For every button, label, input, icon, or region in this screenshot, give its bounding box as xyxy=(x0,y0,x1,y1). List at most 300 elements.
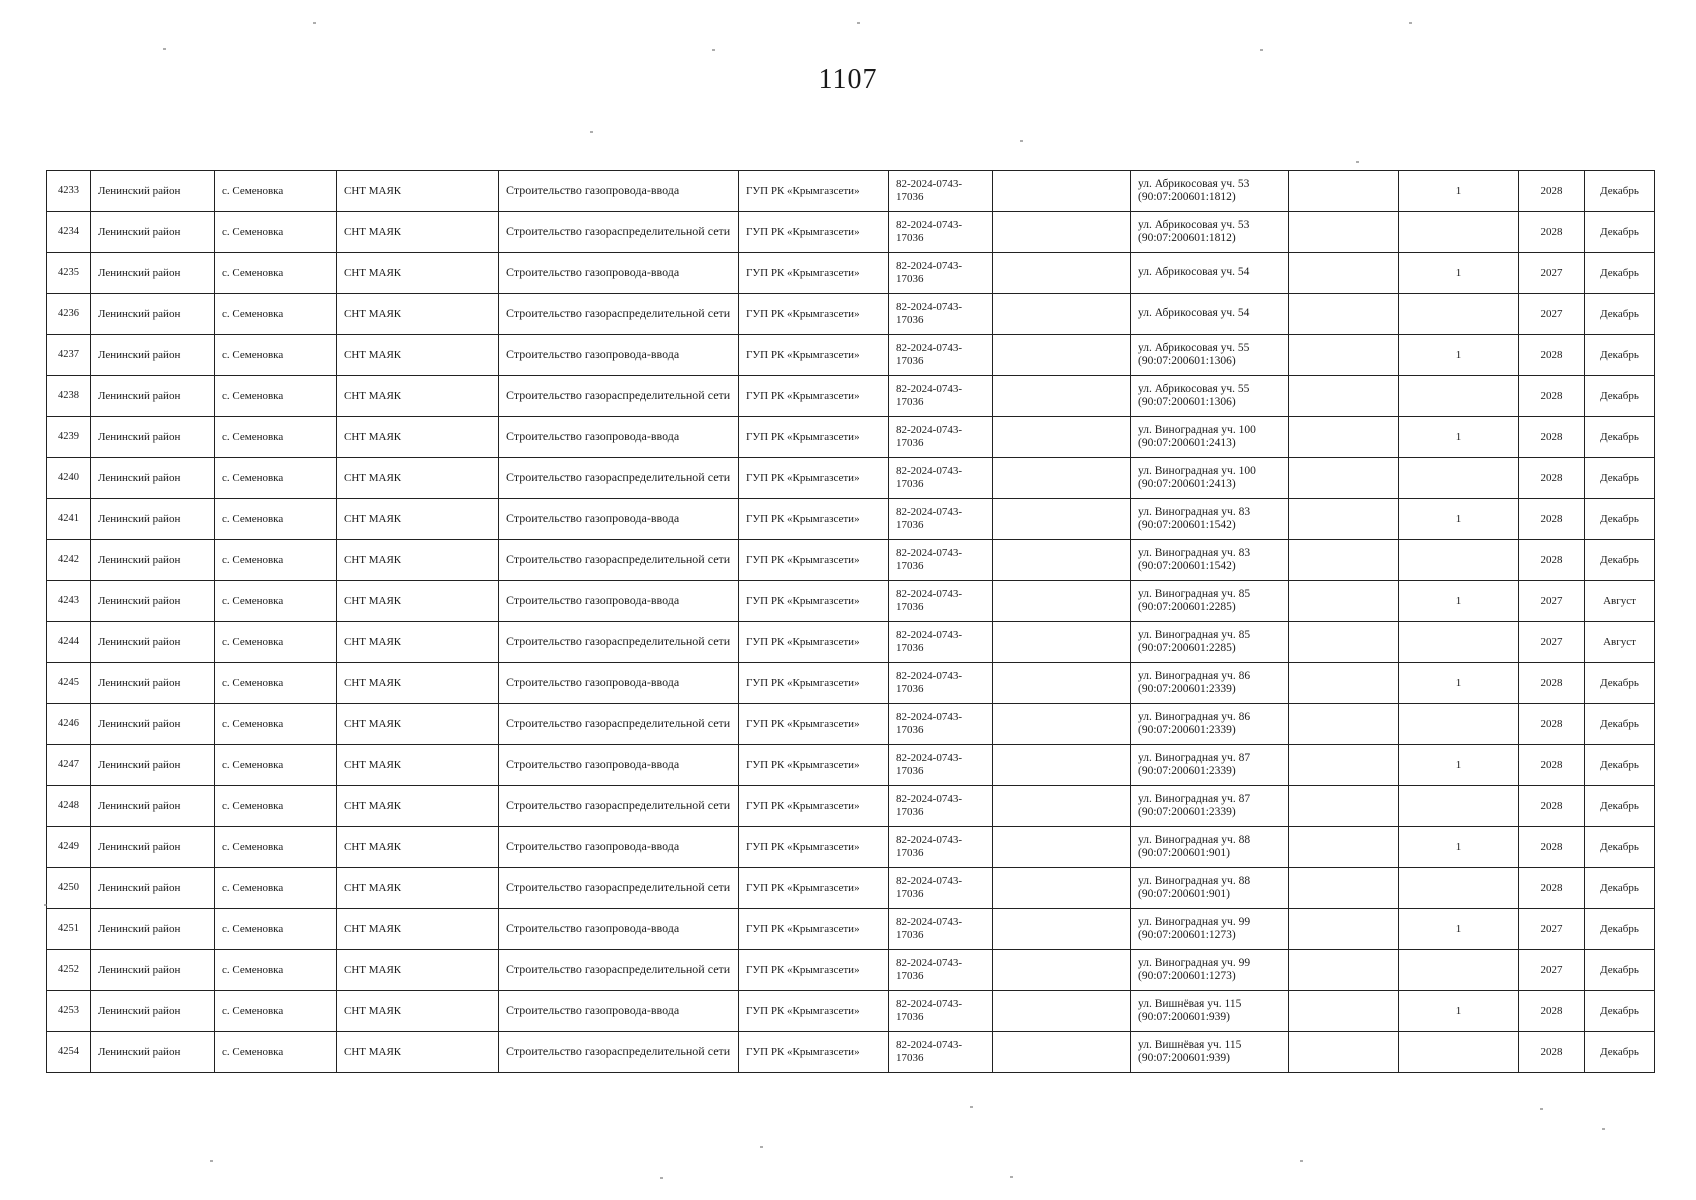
year-cell: 2028 xyxy=(1519,540,1585,581)
district-cell: Ленинский район xyxy=(91,212,215,253)
district-cell: Ленинский район xyxy=(91,581,215,622)
month-cell: Декабрь xyxy=(1585,335,1655,376)
year-cell: 2027 xyxy=(1519,294,1585,335)
empty-cell xyxy=(993,704,1131,745)
count-cell xyxy=(1399,786,1519,827)
table-row xyxy=(47,663,1655,704)
address-cell: ул. Виноградная уч. 85 (90:07:200601:2285) xyxy=(1131,581,1289,622)
request-code-cell: 82-2024-0743-17036 xyxy=(889,335,993,376)
request-code-cell: 82-2024-0743-17036 xyxy=(889,1032,993,1073)
table-row xyxy=(47,581,1655,622)
district-cell: Ленинский район xyxy=(91,868,215,909)
address-cell: ул. Вишнёвая уч. 115 (90:07:200601:939) xyxy=(1131,1032,1289,1073)
work-type-cell: Строительство газопровода-ввода xyxy=(499,417,739,458)
organization-cell: ГУП РК «Крымгазсети» xyxy=(739,458,889,499)
count-cell xyxy=(1399,212,1519,253)
organization-cell: ГУП РК «Крымгазсети» xyxy=(739,335,889,376)
request-code-cell: 82-2024-0743-17036 xyxy=(889,991,993,1032)
empty-cell xyxy=(1289,212,1399,253)
address-cell: ул. Виноградная уч. 87 (90:07:200601:2339) xyxy=(1131,745,1289,786)
count-cell xyxy=(1399,950,1519,991)
count-cell xyxy=(1399,622,1519,663)
object-cell: СНТ МАЯК xyxy=(337,417,499,458)
row-number: 4235 xyxy=(47,253,91,294)
count-cell: 1 xyxy=(1399,663,1519,704)
request-code-cell: 82-2024-0743-17036 xyxy=(889,417,993,458)
work-type-cell: Строительство газораспределительной сети xyxy=(499,212,739,253)
count-cell: 1 xyxy=(1399,335,1519,376)
request-code-cell: 82-2024-0743-17036 xyxy=(889,458,993,499)
table-row xyxy=(47,458,1655,499)
village-cell: с. Семеновка xyxy=(215,212,337,253)
row-number: 4233 xyxy=(47,171,91,212)
table-row xyxy=(47,499,1655,540)
empty-cell xyxy=(1289,991,1399,1032)
object-cell: СНТ МАЯК xyxy=(337,827,499,868)
request-code-cell: 82-2024-0743-17036 xyxy=(889,827,993,868)
count-cell: 1 xyxy=(1399,991,1519,1032)
organization-cell: ГУП РК «Крымгазсети» xyxy=(739,171,889,212)
district-cell: Ленинский район xyxy=(91,458,215,499)
request-code-cell: 82-2024-0743-17036 xyxy=(889,499,993,540)
organization-cell: ГУП РК «Крымгазсети» xyxy=(739,1032,889,1073)
empty-cell xyxy=(993,663,1131,704)
empty-cell xyxy=(1289,294,1399,335)
work-type-cell: Строительство газопровода-ввода xyxy=(499,827,739,868)
work-type-cell: Строительство газораспределительной сети xyxy=(499,950,739,991)
district-cell: Ленинский район xyxy=(91,909,215,950)
month-cell: Декабрь xyxy=(1585,253,1655,294)
count-cell xyxy=(1399,294,1519,335)
work-type-cell: Строительство газопровода-ввода xyxy=(499,253,739,294)
empty-cell xyxy=(1289,704,1399,745)
organization-cell: ГУП РК «Крымгазсети» xyxy=(739,622,889,663)
row-number: 4251 xyxy=(47,909,91,950)
row-number: 4238 xyxy=(47,376,91,417)
row-number: 4239 xyxy=(47,417,91,458)
address-cell: ул. Виноградная уч. 83 (90:07:200601:1542) xyxy=(1131,540,1289,581)
empty-cell xyxy=(993,745,1131,786)
work-type-cell: Строительство газопровода-ввода xyxy=(499,335,739,376)
address-cell: ул. Абрикосовая уч. 53 (90:07:200601:1812) xyxy=(1131,212,1289,253)
empty-cell xyxy=(993,335,1131,376)
village-cell: с. Семеновка xyxy=(215,827,337,868)
year-cell: 2028 xyxy=(1519,827,1585,868)
village-cell: с. Семеновка xyxy=(215,950,337,991)
year-cell: 2028 xyxy=(1519,663,1585,704)
month-cell: Декабрь xyxy=(1585,786,1655,827)
district-cell: Ленинский район xyxy=(91,704,215,745)
district-cell: Ленинский район xyxy=(91,499,215,540)
address-cell: ул. Виноградная уч. 99 (90:07:200601:1273) xyxy=(1131,950,1289,991)
organization-cell: ГУП РК «Крымгазсети» xyxy=(739,786,889,827)
month-cell: Август xyxy=(1585,622,1655,663)
row-number: 4249 xyxy=(47,827,91,868)
work-type-cell: Строительство газораспределительной сети xyxy=(499,294,739,335)
request-code-cell: 82-2024-0743-17036 xyxy=(889,950,993,991)
count-cell: 1 xyxy=(1399,499,1519,540)
year-cell: 2028 xyxy=(1519,704,1585,745)
organization-cell: ГУП РК «Крымгазсети» xyxy=(739,253,889,294)
village-cell: с. Семеновка xyxy=(215,909,337,950)
count-cell: 1 xyxy=(1399,745,1519,786)
request-code-cell: 82-2024-0743-17036 xyxy=(889,786,993,827)
empty-cell xyxy=(1289,663,1399,704)
month-cell: Декабрь xyxy=(1585,745,1655,786)
object-cell: СНТ МАЯК xyxy=(337,663,499,704)
empty-cell xyxy=(993,212,1131,253)
empty-cell xyxy=(993,458,1131,499)
district-cell: Ленинский район xyxy=(91,827,215,868)
object-cell: СНТ МАЯК xyxy=(337,212,499,253)
count-cell: 1 xyxy=(1399,253,1519,294)
year-cell: 2028 xyxy=(1519,212,1585,253)
work-type-cell: Строительство газопровода-ввода xyxy=(499,745,739,786)
table-row xyxy=(47,376,1655,417)
work-type-cell: Строительство газопровода-ввода xyxy=(499,663,739,704)
organization-cell: ГУП РК «Крымгазсети» xyxy=(739,499,889,540)
count-cell: 1 xyxy=(1399,909,1519,950)
organization-cell: ГУП РК «Крымгазсети» xyxy=(739,212,889,253)
year-cell: 2027 xyxy=(1519,950,1585,991)
table-row xyxy=(47,950,1655,991)
empty-cell xyxy=(1289,171,1399,212)
organization-cell: ГУП РК «Крымгазсети» xyxy=(739,663,889,704)
work-type-cell: Строительство газораспределительной сети xyxy=(499,458,739,499)
object-cell: СНТ МАЯК xyxy=(337,458,499,499)
row-number: 4254 xyxy=(47,1032,91,1073)
year-cell: 2028 xyxy=(1519,499,1585,540)
empty-cell xyxy=(1289,253,1399,294)
village-cell: с. Семеновка xyxy=(215,294,337,335)
count-cell xyxy=(1399,376,1519,417)
count-cell: 1 xyxy=(1399,581,1519,622)
village-cell: с. Семеновка xyxy=(215,745,337,786)
object-cell: СНТ МАЯК xyxy=(337,294,499,335)
row-number: 4240 xyxy=(47,458,91,499)
empty-cell xyxy=(1289,417,1399,458)
work-type-cell: Строительство газораспределительной сети xyxy=(499,376,739,417)
count-cell xyxy=(1399,540,1519,581)
empty-cell xyxy=(993,253,1131,294)
village-cell: с. Семеновка xyxy=(215,704,337,745)
year-cell: 2028 xyxy=(1519,786,1585,827)
empty-cell xyxy=(993,294,1131,335)
month-cell: Декабрь xyxy=(1585,991,1655,1032)
row-number: 4253 xyxy=(47,991,91,1032)
object-cell: СНТ МАЯК xyxy=(337,335,499,376)
organization-cell: ГУП РК «Крымгазсети» xyxy=(739,745,889,786)
table-row xyxy=(47,253,1655,294)
object-cell: СНТ МАЯК xyxy=(337,745,499,786)
table-row xyxy=(47,704,1655,745)
row-number: 4243 xyxy=(47,581,91,622)
request-code-cell: 82-2024-0743-17036 xyxy=(889,704,993,745)
row-number: 4247 xyxy=(47,745,91,786)
row-number: 4250 xyxy=(47,868,91,909)
organization-cell: ГУП РК «Крымгазсети» xyxy=(739,950,889,991)
year-cell: 2028 xyxy=(1519,868,1585,909)
work-type-cell: Строительство газораспределительной сети xyxy=(499,704,739,745)
organization-cell: ГУП РК «Крымгазсети» xyxy=(739,868,889,909)
month-cell: Декабрь xyxy=(1585,663,1655,704)
address-cell: ул. Абрикосовая уч. 54 xyxy=(1131,253,1289,294)
table-row xyxy=(47,909,1655,950)
empty-cell xyxy=(993,950,1131,991)
object-cell: СНТ МАЯК xyxy=(337,499,499,540)
request-code-cell: 82-2024-0743-17036 xyxy=(889,294,993,335)
empty-cell xyxy=(993,540,1131,581)
district-cell: Ленинский район xyxy=(91,335,215,376)
work-type-cell: Строительство газораспределительной сети xyxy=(499,540,739,581)
count-cell: 1 xyxy=(1399,827,1519,868)
row-number: 4246 xyxy=(47,704,91,745)
row-number: 4242 xyxy=(47,540,91,581)
table-row xyxy=(47,335,1655,376)
village-cell: с. Семеновка xyxy=(215,376,337,417)
empty-cell xyxy=(1289,335,1399,376)
count-cell xyxy=(1399,868,1519,909)
count-cell: 1 xyxy=(1399,171,1519,212)
work-type-cell: Строительство газопровода-ввода xyxy=(499,581,739,622)
organization-cell: ГУП РК «Крымгазсети» xyxy=(739,294,889,335)
village-cell: с. Семеновка xyxy=(215,540,337,581)
empty-cell xyxy=(993,581,1131,622)
year-cell: 2027 xyxy=(1519,253,1585,294)
table-row xyxy=(47,417,1655,458)
request-code-cell: 82-2024-0743-17036 xyxy=(889,376,993,417)
address-cell: ул. Абрикосовая уч. 55 (90:07:200601:1306) xyxy=(1131,335,1289,376)
table-row xyxy=(47,540,1655,581)
village-cell: с. Семеновка xyxy=(215,991,337,1032)
address-cell: ул. Абрикосовая уч. 54 xyxy=(1131,294,1289,335)
table-row xyxy=(47,622,1655,663)
village-cell: с. Семеновка xyxy=(215,499,337,540)
object-cell: СНТ МАЯК xyxy=(337,622,499,663)
organization-cell: ГУП РК «Крымгазсети» xyxy=(739,417,889,458)
object-cell: СНТ МАЯК xyxy=(337,376,499,417)
village-cell: с. Семеновка xyxy=(215,171,337,212)
row-number: 4248 xyxy=(47,786,91,827)
month-cell: Декабрь xyxy=(1585,458,1655,499)
empty-cell xyxy=(1289,622,1399,663)
year-cell: 2028 xyxy=(1519,745,1585,786)
request-code-cell: 82-2024-0743-17036 xyxy=(889,745,993,786)
address-cell: ул. Виноградная уч. 99 (90:07:200601:1273) xyxy=(1131,909,1289,950)
month-cell: Декабрь xyxy=(1585,950,1655,991)
work-type-cell: Строительство газораспределительной сети xyxy=(499,1032,739,1073)
row-number: 4236 xyxy=(47,294,91,335)
object-cell: СНТ МАЯК xyxy=(337,581,499,622)
table-body xyxy=(47,171,1655,1073)
empty-cell xyxy=(1289,581,1399,622)
empty-cell xyxy=(1289,458,1399,499)
month-cell: Декабрь xyxy=(1585,294,1655,335)
empty-cell xyxy=(1289,950,1399,991)
table-row xyxy=(47,786,1655,827)
month-cell: Декабрь xyxy=(1585,827,1655,868)
district-cell: Ленинский район xyxy=(91,745,215,786)
empty-cell xyxy=(993,171,1131,212)
empty-cell xyxy=(1289,540,1399,581)
empty-cell xyxy=(993,786,1131,827)
empty-cell xyxy=(993,622,1131,663)
request-code-cell: 82-2024-0743-17036 xyxy=(889,868,993,909)
object-cell: СНТ МАЯК xyxy=(337,950,499,991)
count-cell xyxy=(1399,1032,1519,1073)
work-type-cell: Строительство газораспределительной сети xyxy=(499,868,739,909)
address-cell: ул. Виноградная уч. 100 (90:07:200601:2413) xyxy=(1131,417,1289,458)
address-cell: ул. Виноградная уч. 86 (90:07:200601:2339) xyxy=(1131,663,1289,704)
empty-cell xyxy=(993,417,1131,458)
month-cell: Декабрь xyxy=(1585,704,1655,745)
table-row xyxy=(47,745,1655,786)
district-cell: Ленинский район xyxy=(91,540,215,581)
organization-cell: ГУП РК «Крымгазсети» xyxy=(739,376,889,417)
district-cell: Ленинский район xyxy=(91,950,215,991)
month-cell: Август xyxy=(1585,581,1655,622)
organization-cell: ГУП РК «Крымгазсети» xyxy=(739,909,889,950)
month-cell: Декабрь xyxy=(1585,376,1655,417)
month-cell: Декабрь xyxy=(1585,499,1655,540)
district-cell: Ленинский район xyxy=(91,1032,215,1073)
object-cell: СНТ МАЯК xyxy=(337,991,499,1032)
request-code-cell: 82-2024-0743-17036 xyxy=(889,171,993,212)
year-cell: 2028 xyxy=(1519,458,1585,499)
request-code-cell: 82-2024-0743-17036 xyxy=(889,663,993,704)
year-cell: 2027 xyxy=(1519,581,1585,622)
village-cell: с. Семеновка xyxy=(215,581,337,622)
table-row xyxy=(47,991,1655,1032)
organization-cell: ГУП РК «Крымгазсети» xyxy=(739,581,889,622)
empty-cell xyxy=(993,909,1131,950)
organization-cell: ГУП РК «Крымгазсети» xyxy=(739,827,889,868)
empty-cell xyxy=(993,1032,1131,1073)
village-cell: с. Семеновка xyxy=(215,1032,337,1073)
address-cell: ул. Абрикосовая уч. 53 (90:07:200601:1812) xyxy=(1131,171,1289,212)
empty-cell xyxy=(993,499,1131,540)
district-cell: Ленинский район xyxy=(91,253,215,294)
register-table-container xyxy=(46,170,1654,1073)
object-cell: СНТ МАЯК xyxy=(337,704,499,745)
empty-cell xyxy=(1289,827,1399,868)
table-row xyxy=(47,827,1655,868)
month-cell: Декабрь xyxy=(1585,909,1655,950)
address-cell: ул. Абрикосовая уч. 55 (90:07:200601:1306) xyxy=(1131,376,1289,417)
table-row xyxy=(47,1032,1655,1073)
address-cell: ул. Виноградная уч. 87 (90:07:200601:2339) xyxy=(1131,786,1289,827)
work-type-cell: Строительство газопровода-ввода xyxy=(499,499,739,540)
year-cell: 2028 xyxy=(1519,376,1585,417)
village-cell: с. Семеновка xyxy=(215,868,337,909)
year-cell: 2028 xyxy=(1519,417,1585,458)
year-cell: 2028 xyxy=(1519,335,1585,376)
village-cell: с. Семеновка xyxy=(215,786,337,827)
village-cell: с. Семеновка xyxy=(215,335,337,376)
address-cell: ул. Виноградная уч. 86 (90:07:200601:2339) xyxy=(1131,704,1289,745)
village-cell: с. Семеновка xyxy=(215,622,337,663)
work-type-cell: Строительство газораспределительной сети xyxy=(499,786,739,827)
empty-cell xyxy=(1289,745,1399,786)
request-code-cell: 82-2024-0743-17036 xyxy=(889,253,993,294)
district-cell: Ленинский район xyxy=(91,786,215,827)
organization-cell: ГУП РК «Крымгазсети» xyxy=(739,991,889,1032)
empty-cell xyxy=(1289,909,1399,950)
month-cell: Декабрь xyxy=(1585,1032,1655,1073)
organization-cell: ГУП РК «Крымгазсети» xyxy=(739,704,889,745)
page-number: 1107 xyxy=(818,64,878,95)
district-cell: Ленинский район xyxy=(91,294,215,335)
month-cell: Декабрь xyxy=(1585,212,1655,253)
year-cell: 2028 xyxy=(1519,1032,1585,1073)
year-cell: 2028 xyxy=(1519,171,1585,212)
object-cell: СНТ МАЯК xyxy=(337,868,499,909)
month-cell: Декабрь xyxy=(1585,868,1655,909)
address-cell: ул. Виноградная уч. 100 (90:07:200601:2413) xyxy=(1131,458,1289,499)
table-row xyxy=(47,294,1655,335)
empty-cell xyxy=(1289,499,1399,540)
empty-cell xyxy=(993,376,1131,417)
work-type-cell: Строительство газопровода-ввода xyxy=(499,991,739,1032)
object-cell: СНТ МАЯК xyxy=(337,253,499,294)
table-row xyxy=(47,171,1655,212)
row-number: 4244 xyxy=(47,622,91,663)
empty-cell xyxy=(1289,1032,1399,1073)
empty-cell xyxy=(993,868,1131,909)
address-cell: ул. Вишнёвая уч. 115 (90:07:200601:939) xyxy=(1131,991,1289,1032)
village-cell: с. Семеновка xyxy=(215,417,337,458)
district-cell: Ленинский район xyxy=(91,171,215,212)
gas-network-register-table xyxy=(46,170,1655,1073)
row-number: 4237 xyxy=(47,335,91,376)
district-cell: Ленинский район xyxy=(91,417,215,458)
table-row xyxy=(47,212,1655,253)
empty-cell xyxy=(1289,868,1399,909)
request-code-cell: 82-2024-0743-17036 xyxy=(889,581,993,622)
row-number: 4245 xyxy=(47,663,91,704)
table-row xyxy=(47,868,1655,909)
district-cell: Ленинский район xyxy=(91,991,215,1032)
request-code-cell: 82-2024-0743-17036 xyxy=(889,540,993,581)
work-type-cell: Строительство газораспределительной сети xyxy=(499,622,739,663)
work-type-cell: Строительство газопровода-ввода xyxy=(499,171,739,212)
district-cell: Ленинский район xyxy=(91,622,215,663)
year-cell: 2027 xyxy=(1519,909,1585,950)
request-code-cell: 82-2024-0743-17036 xyxy=(889,212,993,253)
request-code-cell: 82-2024-0743-17036 xyxy=(889,909,993,950)
count-cell: 1 xyxy=(1399,417,1519,458)
count-cell xyxy=(1399,704,1519,745)
empty-cell xyxy=(993,827,1131,868)
count-cell xyxy=(1399,458,1519,499)
row-number: 4241 xyxy=(47,499,91,540)
year-cell: 2027 xyxy=(1519,622,1585,663)
object-cell: СНТ МАЯК xyxy=(337,171,499,212)
month-cell: Декабрь xyxy=(1585,540,1655,581)
address-cell: ул. Виноградная уч. 83 (90:07:200601:1542) xyxy=(1131,499,1289,540)
address-cell: ул. Виноградная уч. 85 (90:07:200601:2285) xyxy=(1131,622,1289,663)
object-cell: СНТ МАЯК xyxy=(337,786,499,827)
empty-cell xyxy=(1289,376,1399,417)
object-cell: СНТ МАЯК xyxy=(337,540,499,581)
year-cell: 2028 xyxy=(1519,991,1585,1032)
address-cell: ул. Виноградная уч. 88 (90:07:200601:901) xyxy=(1131,827,1289,868)
village-cell: с. Семеновка xyxy=(215,253,337,294)
month-cell: Декабрь xyxy=(1585,417,1655,458)
village-cell: с. Семеновка xyxy=(215,663,337,704)
empty-cell xyxy=(993,991,1131,1032)
object-cell: СНТ МАЯК xyxy=(337,1032,499,1073)
